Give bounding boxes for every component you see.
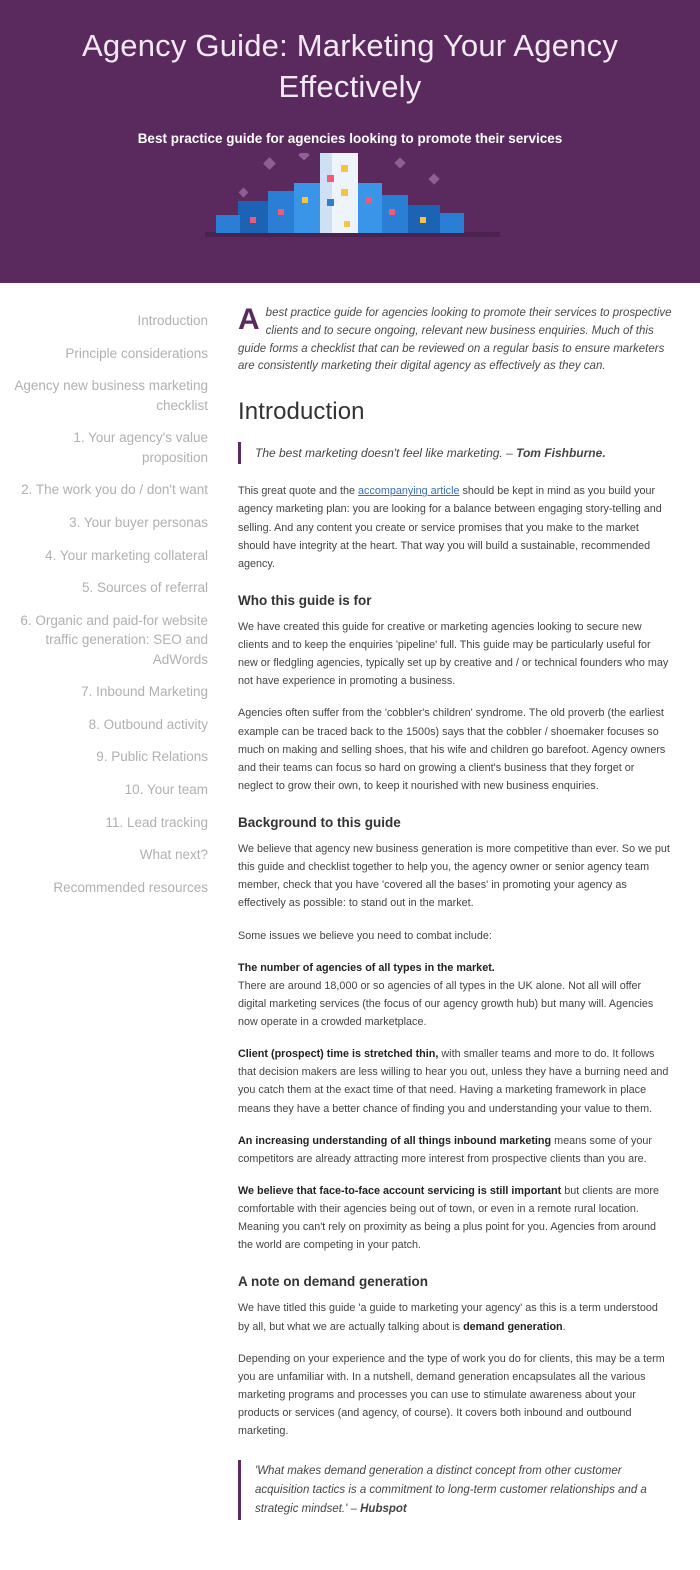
toc-item-introduction[interactable]: Introduction bbox=[137, 313, 208, 328]
paragraph-who-2: Agencies often suffer from the 'cobbler's children' syndrome. The old proverb (the earliest example can be traced back to the 1500s) says that the cobbler / shoemaker focuses so much on making and selling shoes, that his wife and children go barefoot. Agency owners and their teams can focus so hard on growing a client's business that they forget or neglect to grow their own, to keep it nourished with new business enquiries. bbox=[238, 707, 666, 792]
subheading-note-on-demand-generation: A note on demand generation bbox=[238, 1274, 429, 1290]
page-subtitle: Best practice guide for agencies looking to promote their services bbox=[137, 130, 563, 146]
drop-cap: A bbox=[238, 303, 260, 336]
paragraph-quote-context bbox=[238, 482, 672, 573]
toc-item-6-organic-and-paid-for-website-traffic-generation[interactable]: 6. Organic and paid-for website traffic generation: SEO and AdWords bbox=[20, 612, 208, 667]
pull-quote bbox=[238, 442, 672, 464]
table-of-contents bbox=[10, 305, 222, 910]
toc-item-what-next[interactable]: What next? bbox=[139, 847, 208, 863]
pull-quote-author: Tom Fishburne. bbox=[516, 446, 606, 461]
intro-paragraph bbox=[238, 305, 672, 376]
toc-item-8-outbound-activity[interactable]: 8. Outbound activity bbox=[88, 716, 208, 732]
toc-item-10-your-team[interactable]: 10. Your team bbox=[124, 782, 208, 797]
issue-item-1 bbox=[238, 959, 672, 1032]
hero-banner bbox=[0, 0, 700, 283]
main-content bbox=[222, 305, 682, 1530]
toc-item-4-your-marketing-collateral[interactable]: 4. Your marketing collateral bbox=[45, 547, 208, 563]
quote-para-before: This great quote and the bbox=[238, 485, 359, 498]
section-heading-introduction: Introduction bbox=[238, 398, 365, 426]
final-quote-text: 'What makes demand generation a distinct concept from other customer acquisition tactics is a commitment to long-term customer relationships and a strategic mindset.' – bbox=[255, 1465, 647, 1515]
pull-quote-text: The best marketing doesn't feel like marketing. – bbox=[255, 446, 517, 461]
issue-3-lead: An increasing understanding of all things inbound marketing bbox=[238, 1134, 552, 1147]
issue-1-lead: The number of agencies of all types in the market. bbox=[238, 961, 495, 974]
toc-item-principle-considerations[interactable]: Principle considerations bbox=[65, 345, 208, 361]
quote-para-after: should be kept in mind as you build your agency marketing plan: you are looking for a balance between engaging story-telling and selling. And any content you create or service promises that you make to the market should have integrity at the heart. That way you will build a sustainable, recommended agency. bbox=[238, 485, 662, 570]
toc-item-7-inbound-marketing[interactable]: 7. Inbound Marketing bbox=[81, 684, 208, 700]
issue-1-text: There are around 18,000 or so agencies of all types in the UK alone. Not all will offer digital marketing services (the focus of our agency growth hub) but many will. Agencies now operate in a crowded marketplace. bbox=[238, 979, 654, 1028]
accompanying-article-link[interactable]: accompanying article bbox=[358, 485, 460, 498]
toc-item-9-public-relations[interactable]: 9. Public Relations bbox=[96, 749, 208, 765]
demand-1-after: . bbox=[562, 1320, 566, 1333]
demand-1-before: We have titled this guide 'a guide to marketing your agency' as this is a term understood by all, but what we are actually talking about is bbox=[238, 1302, 658, 1333]
issue-3-text: means some of your competitors are already attracting more interest from prospective clients than you are. bbox=[238, 1134, 652, 1165]
issue-4-lead: We believe that face-to-face account servicing is still important bbox=[238, 1184, 562, 1197]
document-body bbox=[0, 283, 700, 1570]
issue-4-text: but clients are more comfortable with their agencies being out of town, or even in a remote rural location. Meaning you can't rely on proximity as being a plus point for you. Agencies from around the world are competing in your patch. bbox=[238, 1184, 660, 1252]
toc-item-2-the-work-you-do-dont-want[interactable]: 2. The work you do / don't want bbox=[21, 482, 208, 498]
subheading-background-to-this-guide: Background to this guide bbox=[238, 815, 401, 830]
toc-item-recommended-resources[interactable]: Recommended resources bbox=[53, 879, 208, 895]
issue-item-2 bbox=[238, 1045, 672, 1118]
paragraph-demand-1 bbox=[238, 1299, 672, 1335]
toc-item-1-your-agencys-value-proposition[interactable]: 1. Your agency's value proposition bbox=[73, 430, 208, 465]
paragraph-who-1: We have created this guide for creative or marketing agencies looking to secure new clients and to keep the enquiries 'pipeline' full. This guide may be particularly useful for new or fledgling agencies, typically set up by creative and / or technical founders who may not have experience in promoting a business. bbox=[238, 620, 669, 688]
city-skyline-illustration bbox=[0, 153, 700, 263]
final-quote-source: Hubspot bbox=[360, 1502, 407, 1515]
demand-1-bold: demand generation bbox=[463, 1320, 563, 1333]
issue-2-lead: Client (prospect) time is stretched thin, bbox=[238, 1048, 439, 1061]
paragraph-demand-2: Depending on your experience and the type of work you do for clients, this may be a term you are unfamiliar with. In a nutshell, demand generation encapsulates all the various marketing programs and processes you can use to stimulate awareness about your products or services (and agency, of course). It covers both inbound and outbound marketing. bbox=[238, 1352, 665, 1438]
issue-2-text: with smaller teams and more to do. It follows that decision makers are less willing to hear you out, unless they have a burning need and you catch them at the exact time of that need. Having a marketing framework in place means they have a better chance of finding you and understanding your value to them. bbox=[238, 1048, 669, 1115]
intro-paragraph-text: best practice guide for agencies looking to promote their services to prospective clients and to secure ongoing, relevant new business enquiries. Much of this guide forms a checklist that can be reviewed on a regular basis to ensure marketers are consistently marketing their digital agency as effectively as they can. bbox=[238, 307, 672, 373]
subheading-who-this-guide-is-for: Who this guide is for bbox=[238, 592, 372, 608]
toc-item-5-sources-of-referral[interactable]: 5. Sources of referral bbox=[81, 580, 208, 596]
toc-item-11-lead-tracking[interactable]: 11. Lead tracking bbox=[105, 814, 208, 830]
toc-item-agency-new-business-marketing-checklist[interactable]: Agency new business marketing checklist bbox=[14, 378, 208, 413]
toc-item-3-your-buyer-personas[interactable]: 3. Your buyer personas bbox=[69, 514, 208, 530]
paragraph-background-2: Some issues we believe you need to combat include: bbox=[238, 929, 492, 942]
page-title: Agency Guide: Marketing Your Agency Effectively bbox=[81, 28, 619, 104]
issue-item-3 bbox=[238, 1132, 672, 1168]
issue-item-4 bbox=[238, 1182, 672, 1255]
final-pull-quote bbox=[238, 1460, 672, 1520]
paragraph-background-1: We believe that agency new business generation is more competitive than ever. So we put this guide and checklist together to help you, the agency owner or senior agency team member, check that you have 'covered all the bases' in promoting your agency as effectively as possible: to stand out in the market. bbox=[238, 843, 670, 910]
